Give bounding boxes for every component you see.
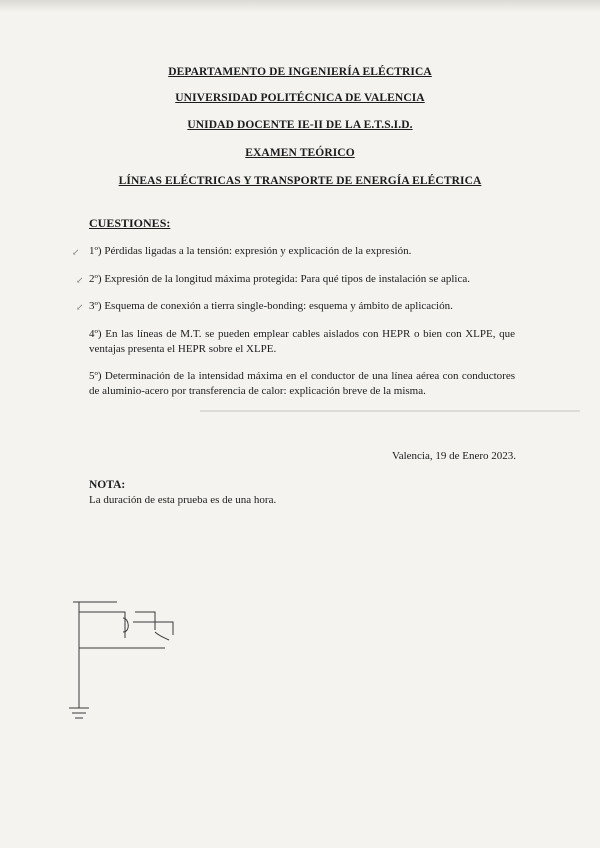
pencil-sketch-grounding-diagram [55,590,195,730]
exam-date: Valencia, 19 de Enero 2023. [391,450,516,462]
note-text: La duración de esta prueba es de una hora. [89,494,277,506]
department-title: DEPARTAMENTO DE INGENIERÍA ELÉCTRICA [168,66,432,78]
question-2: 2º) Expresión de la longitud máxima protegida: Para qué tipos de instalación se aplica. [89,273,470,285]
unit-title: UNIDAD DOCENTE IE-II DE LA E.T.S.I.D. [187,119,413,131]
note-title: NOTA: [89,479,126,491]
pencil-tick-icon: ↙ [72,247,80,257]
question-3: 3º) Esquema de conexión a tierra single-bonding: esquema y ámbito de aplicación. [89,300,453,312]
exam-type-title: EXAMEN TEÓRICO [245,147,355,159]
pencil-tick-icon: ↙ [76,275,84,285]
question-5: 5º) Determinación de la intensidad máxima en el conductor de una línea aérea con conductores de aluminio-acero por transferencia de calor: explicación breve de la misma. [89,370,515,397]
question-4: 4º) En las líneas de M.T. se pueden emplear cables aislados con HEPR o bien con XLPE, que ventajas presenta el HEPR sobre el XLPE. [89,328,515,355]
scan-edge-shadow [0,0,600,12]
pencil-tick-icon: ↙ [76,302,84,312]
scan-artifact-line [200,410,580,412]
university-title: UNIVERSIDAD POLITÉCNICA DE VALENCIA [175,92,425,104]
question-1: 1º) Pérdidas ligadas a la tensión: expresión y explicación de la expresión. [89,245,412,257]
course-title: LÍNEAS ELÉCTRICAS Y TRANSPORTE DE ENERGÍA ELÉCTRICA [118,175,482,187]
questions-title: CUESTIONES: [89,216,171,230]
